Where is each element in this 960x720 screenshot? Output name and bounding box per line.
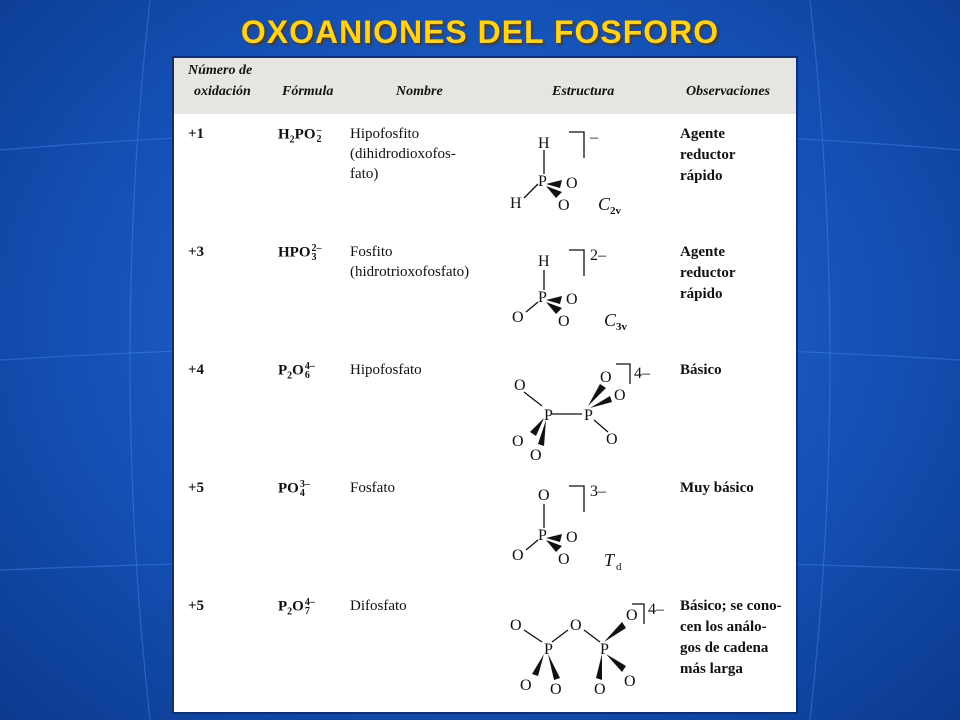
svg-text:O: O: [614, 387, 626, 404]
svg-text:O: O: [512, 547, 524, 564]
svg-text:O: O: [570, 617, 582, 634]
svg-text:3v: 3v: [616, 321, 627, 333]
svg-text:O: O: [600, 369, 612, 386]
structure-diagram: [494, 354, 684, 472]
anion-name: Fosfito (hidrotrioxofosfato): [350, 244, 470, 280]
oxidation-number: +3: [188, 244, 205, 260]
table-row: [174, 354, 796, 472]
svg-text:P: P: [584, 407, 593, 424]
header-formula: Fórmula: [282, 84, 334, 99]
svg-text:4–: 4–: [634, 365, 650, 382]
structure-diagram: [494, 472, 684, 590]
svg-text:H: H: [538, 135, 550, 152]
table-header: [174, 58, 796, 114]
svg-text:O: O: [626, 607, 638, 624]
svg-text:3–: 3–: [590, 483, 606, 500]
anion-name: Hipofosfato: [350, 362, 422, 378]
svg-text:O: O: [538, 487, 550, 504]
svg-text:O: O: [512, 433, 524, 450]
svg-text:–: –: [590, 129, 598, 146]
svg-text:2–: 2–: [590, 247, 606, 264]
svg-text:O: O: [624, 673, 636, 690]
svg-text:O: O: [558, 197, 570, 214]
svg-text:C: C: [598, 194, 611, 214]
observations: Muy básico: [680, 480, 754, 496]
observations: Agente reductor rápido: [680, 244, 736, 302]
svg-text:O: O: [558, 551, 570, 568]
formula: HPO 2– 3: [278, 243, 322, 263]
svg-text:P: P: [538, 173, 547, 190]
svg-text:O: O: [512, 309, 524, 326]
oxidation-number: +1: [188, 126, 205, 142]
svg-text:O: O: [510, 617, 522, 634]
observations: Agente reductor rápido: [680, 126, 736, 184]
svg-text:O: O: [594, 681, 606, 698]
svg-text:T: T: [604, 550, 615, 570]
table-row: [174, 236, 796, 354]
svg-text:O: O: [530, 447, 542, 464]
svg-text:O: O: [514, 377, 526, 394]
formula: $H_2PO$ – 2: [278, 125, 322, 146]
header-structure: Estructura: [552, 84, 615, 99]
table-row: [174, 118, 796, 236]
anion-name: Hipofosfito (dihidrodioxofos- fato): [350, 126, 456, 182]
structure-diagram: [494, 118, 684, 236]
observations: Básico: [680, 362, 722, 378]
table-row: [174, 472, 796, 590]
header-name: Nombre: [396, 84, 443, 99]
svg-text:P: P: [538, 527, 547, 544]
header-oxidation-line1: Número de: [188, 63, 253, 78]
svg-text:4–: 4–: [648, 601, 664, 618]
svg-text:P: P: [544, 641, 553, 658]
formula: $P_2O$ 4– 6: [278, 361, 315, 382]
svg-text:O: O: [566, 175, 578, 192]
table-row: [174, 590, 796, 708]
formula: PO 3– 4: [278, 479, 310, 499]
oxoanion-table: [172, 56, 798, 714]
header-oxidation-line2: oxidación: [194, 84, 251, 99]
oxidation-number: +5: [188, 598, 205, 614]
svg-text:O: O: [606, 431, 618, 448]
svg-text:2v: 2v: [610, 205, 621, 217]
svg-text:O: O: [566, 529, 578, 546]
svg-text:d: d: [616, 561, 622, 573]
observations: Básico; se cono- cen los análo- gos de cadena más larga: [680, 598, 782, 677]
anion-name: Difosfato: [350, 598, 407, 614]
svg-text:O: O: [550, 681, 562, 698]
structure-diagram: [494, 590, 684, 708]
svg-text:P: P: [538, 289, 547, 306]
svg-text:P: P: [544, 407, 553, 424]
formula: $P_2O$ 4– 7: [278, 597, 315, 618]
svg-text:H: H: [510, 195, 522, 212]
svg-text:O: O: [520, 677, 532, 694]
anion-name: Fosfato: [350, 480, 395, 496]
structure-diagram: [494, 236, 684, 354]
svg-text:P: P: [600, 641, 609, 658]
header-observations: Observaciones: [686, 84, 770, 99]
svg-text:C: C: [604, 310, 617, 330]
svg-text:H: H: [538, 253, 550, 270]
oxidation-number: +5: [188, 480, 205, 496]
svg-text:O: O: [558, 313, 570, 330]
svg-text:O: O: [566, 291, 578, 308]
slide-title: OXOANIONES DEL FOSFORO: [240, 14, 720, 50]
oxidation-number: +4: [188, 362, 205, 378]
